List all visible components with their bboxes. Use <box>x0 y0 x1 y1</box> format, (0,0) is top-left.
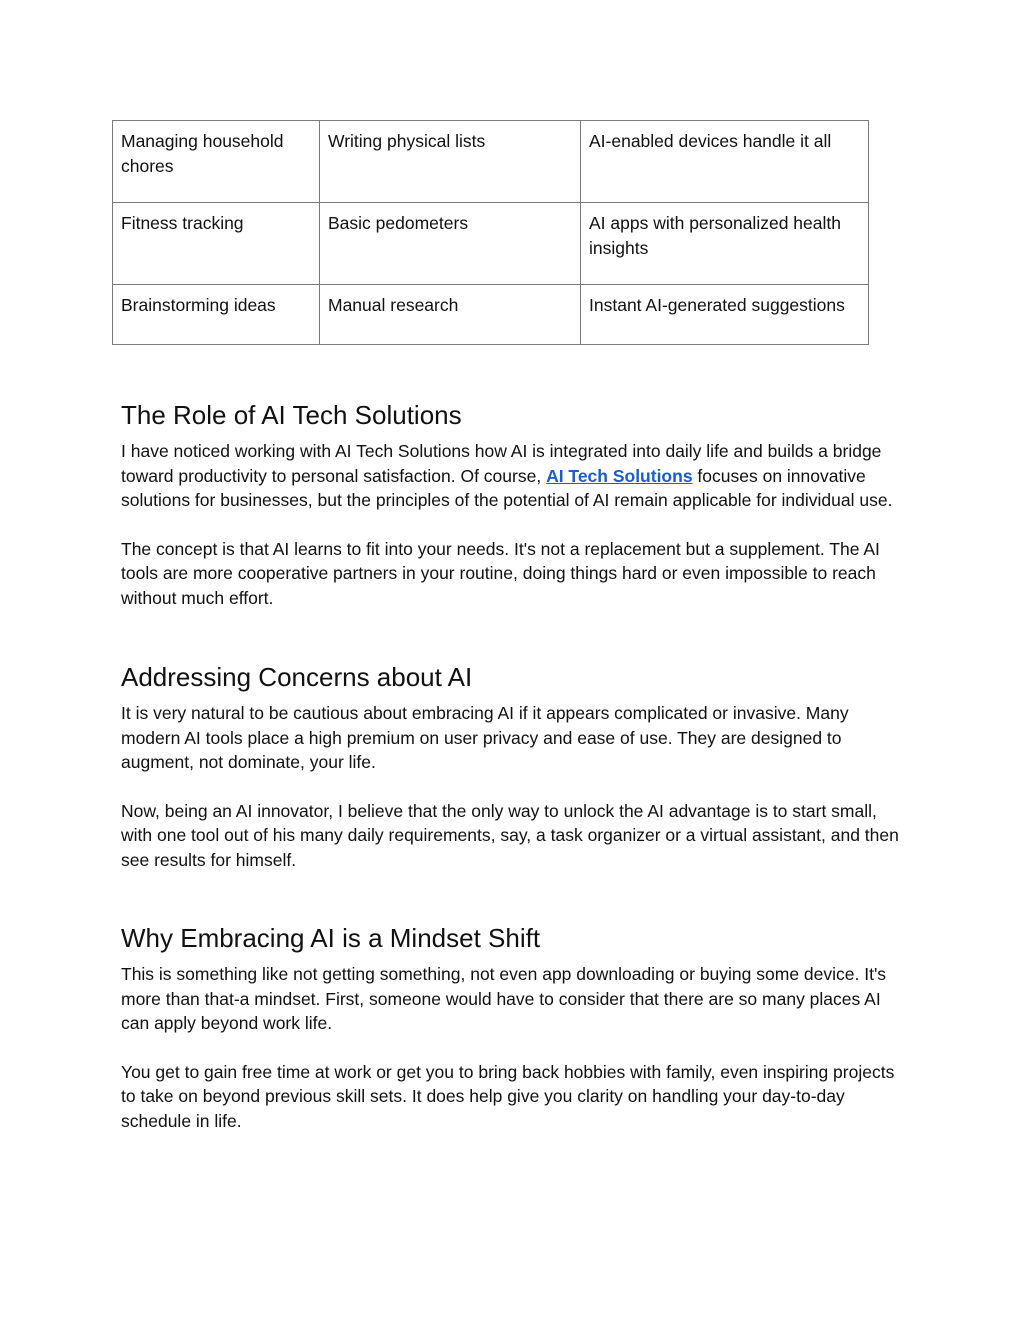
section-role-of-ai <box>121 397 911 610</box>
paragraph <box>121 439 911 513</box>
section-heading: The Role of AI Tech Solutions <box>121 400 462 430</box>
table-cell-task: Managing household chores <box>113 121 320 203</box>
ai-tech-solutions-link[interactable]: AI Tech Solutions <box>546 465 693 486</box>
table-cell-ai: Instant AI-generated suggestions <box>581 285 869 345</box>
paragraph: You get to gain free time at work or get you to bring back hobbies with family, even inspiring projects to take on beyond previous skill sets. It does help give you clarity on handling your day-to-day schedule in life. <box>121 1061 895 1131</box>
paragraph: The concept is that AI learns to fit into your needs. It's not a replacement but a supplement. The AI tools are more cooperative partners in your routine, doing things hard or even impossible to reach without much effort. <box>121 538 880 608</box>
section-heading: Addressing Concerns about AI <box>121 662 473 692</box>
table-row <box>113 121 869 203</box>
table-row <box>113 203 869 285</box>
table-cell-traditional: Manual research <box>320 285 581 345</box>
section-mindset-shift <box>121 920 911 1133</box>
paragraph-text: focuses on innovative solutions for businesses, but the principles of the potential of AI remain applicable for individual use. <box>121 465 893 510</box>
paragraph: This is something like not getting something, not even app downloading or buying some device. It's more than that-a mindset. First, someone would have to consider that there are so many places AI can apply beyond work life. <box>121 964 887 1033</box>
table-cell-task: Brainstorming ideas <box>113 285 320 345</box>
table-cell-ai: AI-enabled devices handle it all <box>581 121 869 203</box>
table-cell-task: Fitness tracking <box>113 203 320 285</box>
comparison-table <box>112 120 869 345</box>
table-row <box>113 285 869 345</box>
section-heading: Why Embracing AI is a Mindset Shift <box>121 923 541 953</box>
table-cell-traditional: Writing physical lists <box>320 121 581 203</box>
paragraph: It is very natural to be cautious about embracing AI if it appears complicated or invasive. Many modern AI tools place a high premium on user privacy and ease of use. They are designed to augment, not dominate, your life. <box>121 703 849 772</box>
paragraph: Now, being an AI innovator, I believe that the only way to unlock the AI advantage is to start small, with one tool out of his many daily requirements, say, a task organizer or a virtual assistant, and then see results for himself. <box>121 800 899 870</box>
table-cell-ai: AI apps with personalized health insights <box>581 203 869 285</box>
section-addressing-concerns <box>121 659 911 872</box>
article-body <box>121 397 911 1181</box>
paragraph-text: I have noticed working with AI Tech Solutions how AI is integrated into daily life and builds a bridge toward productivity to personal satisfaction. Of course, <box>121 441 882 486</box>
table-cell-traditional: Basic pedometers <box>320 203 581 285</box>
